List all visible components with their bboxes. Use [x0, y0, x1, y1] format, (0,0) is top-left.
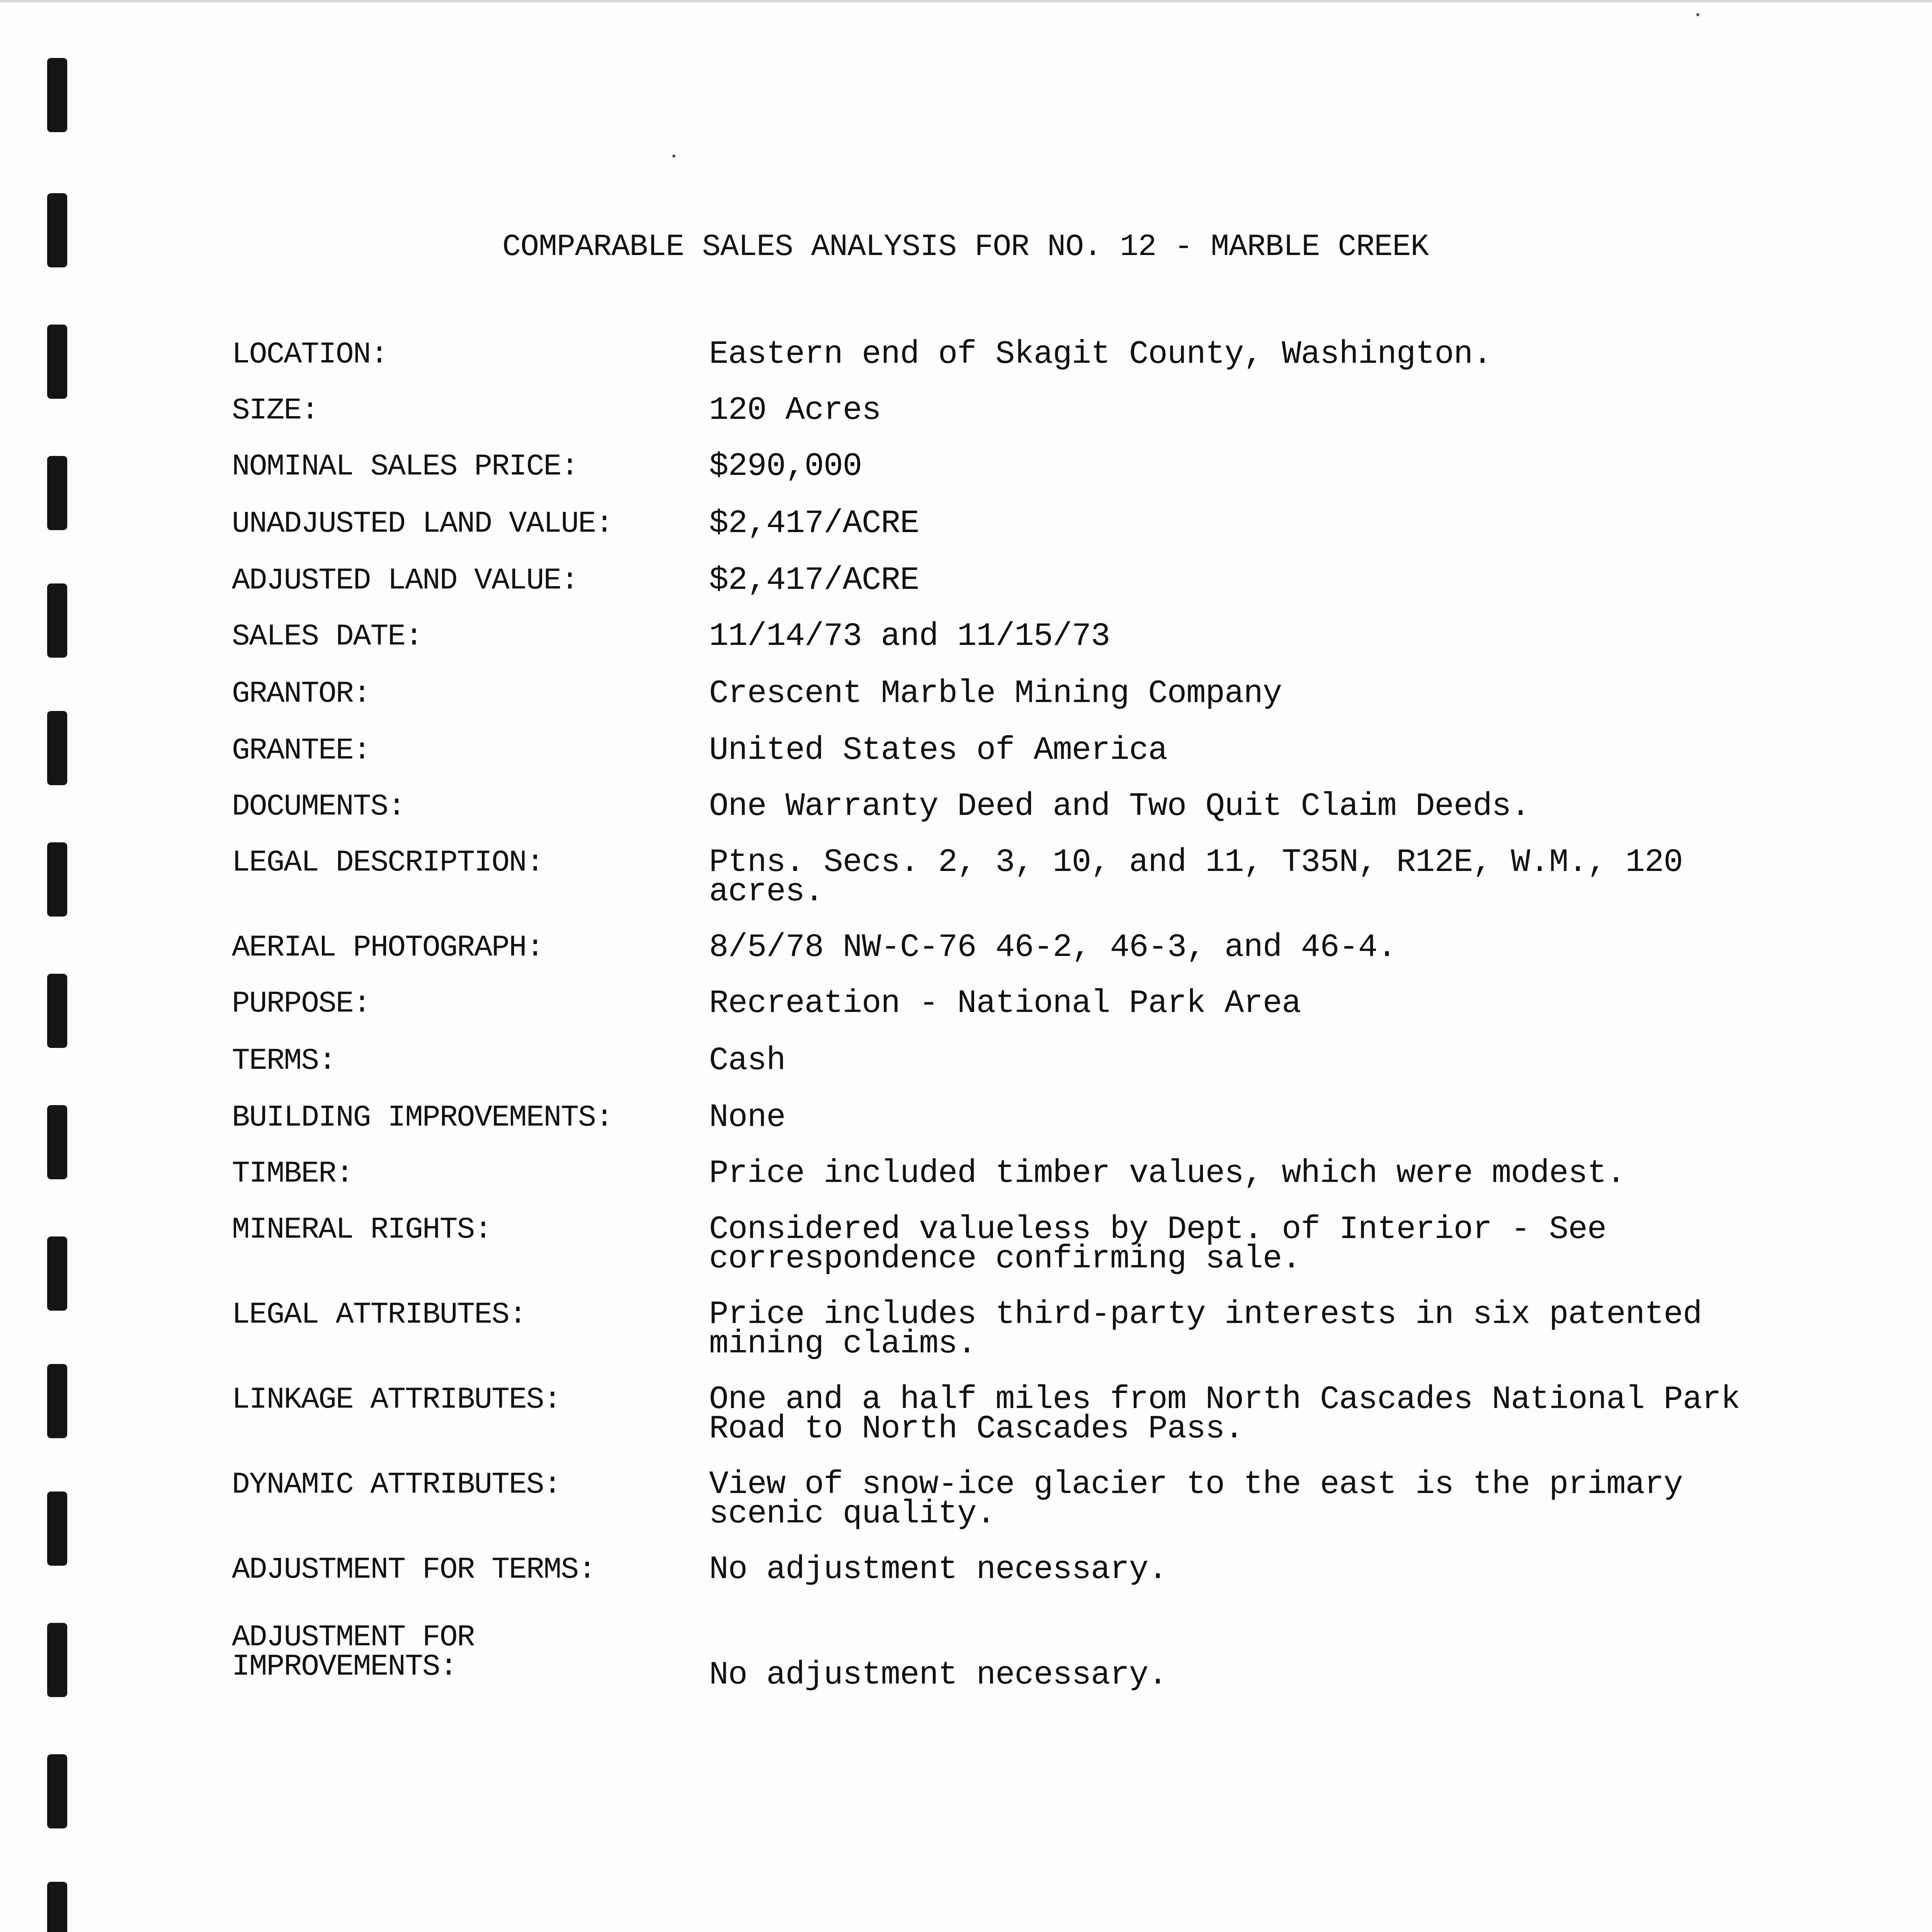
binder-hole: [47, 583, 67, 658]
field-value: Ptns. Secs. 2, 3, 10, and 11, T35N, R12E, W.M., 120 acres.: [709, 844, 1683, 910]
field-value: No adjustment necessary.: [709, 1657, 1167, 1694]
field-label: BUILDING IMPROVEMENTS:: [232, 1101, 613, 1135]
field-value: 120 Acres: [709, 392, 881, 429]
field-label: GRANTEE:: [232, 734, 371, 768]
field-value: $2,417/ACRE: [709, 505, 919, 542]
binder-hole: [47, 1364, 67, 1438]
field-label: LEGAL DESCRIPTION:: [232, 846, 544, 880]
binder-holes: [47, 0, 70, 1932]
binder-hole: [47, 711, 67, 785]
field-value: Considered valueless by Dept. of Interior - See correspondence confirming sale.: [709, 1211, 1607, 1277]
binder-hole: [47, 456, 67, 530]
field-label: DYNAMIC ATTRIBUTES:: [232, 1468, 561, 1502]
scan-speck: [672, 155, 675, 158]
field-label: NOMINAL SALES PRICE:: [232, 450, 578, 484]
field-value: 11/14/73 and 11/15/73: [709, 618, 1110, 655]
field-value: One and a half miles from North Cascades National Park Road to North Cascades Pass.: [709, 1381, 1740, 1447]
binder-hole: [47, 842, 67, 917]
binder-hole: [47, 1754, 67, 1828]
binder-hole: [47, 974, 67, 1048]
field-label: TIMBER:: [232, 1157, 353, 1191]
binder-hole: [47, 1623, 67, 1697]
field-value: $2,417/ACRE: [709, 562, 919, 599]
field-value: 8/5/78 NW-C-76 46-2, 46-3, and 46-4.: [709, 929, 1396, 966]
field-value: Price included timber values, which were modest.: [709, 1155, 1626, 1192]
field-label: LINKAGE ATTRIBUTES:: [232, 1383, 561, 1417]
field-label: SIZE:: [232, 394, 319, 428]
field-value: Eastern end of Skagit County, Washington.: [709, 336, 1492, 373]
field-value: Cash: [709, 1043, 786, 1079]
field-label: TERMS:: [232, 1044, 336, 1078]
field-label: PURPOSE:: [232, 987, 371, 1021]
field-value: Recreation - National Park Area: [709, 985, 1301, 1022]
binder-hole: [47, 193, 67, 267]
field-label: ADJUSTMENT FOR TERMS:: [232, 1553, 595, 1587]
field-label: DOCUMENTS:: [232, 790, 405, 824]
binder-hole: [47, 1236, 67, 1311]
field-label: LOCATION:: [232, 338, 388, 372]
document-title: COMPARABLE SALES ANALYSIS FOR NO. 12 - MARBLE CREEK: [502, 230, 1429, 265]
field-label: SALES DATE:: [232, 620, 422, 654]
field-label: ADJUSTMENT FOR IMPROVEMENTS:: [232, 1621, 474, 1684]
field-value: Crescent Marble Mining Company: [709, 675, 1282, 712]
field-value: No adjustment necessary.: [709, 1551, 1167, 1588]
field-value: $290,000: [709, 448, 862, 485]
scan-top-edge: [0, 0, 1932, 2]
binder-hole: [47, 1105, 67, 1179]
binder-hole: [47, 58, 67, 132]
binder-hole: [47, 325, 67, 399]
field-value: Price includes third-party interests in six patented mining claims.: [709, 1296, 1702, 1362]
field-value: None: [709, 1099, 786, 1136]
field-value: View of snow-ice glacier to the east is the primary scenic quality.: [709, 1466, 1683, 1532]
field-value: United States of America: [709, 732, 1167, 769]
binder-hole: [47, 1882, 67, 1932]
field-label: GRANTOR:: [232, 677, 371, 711]
field-label: UNADJUSTED LAND VALUE:: [232, 507, 613, 541]
field-value: One Warranty Deed and Two Quit Claim Deeds.: [709, 788, 1530, 825]
binder-hole: [47, 1492, 67, 1566]
field-label: MINERAL RIGHTS:: [232, 1213, 492, 1247]
scan-speck: [1696, 13, 1699, 16]
field-label: LEGAL ATTRIBUTES:: [232, 1298, 526, 1332]
field-label: ADJUSTED LAND VALUE:: [232, 564, 578, 598]
field-label: AERIAL PHOTOGRAPH:: [232, 931, 544, 965]
